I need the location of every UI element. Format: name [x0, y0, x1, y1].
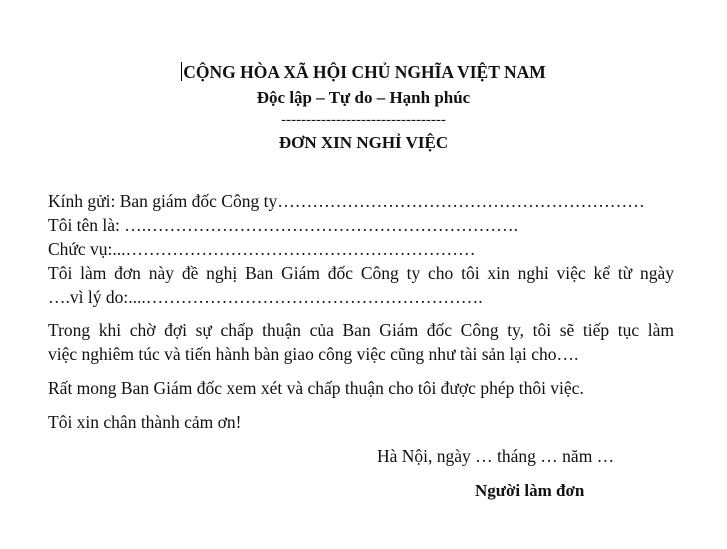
thanks-paragraph: Tôi xin chân thành cảm ơn! — [48, 412, 242, 432]
motto: Độc lập – Tự do – Hạnh phúc — [256, 88, 471, 107]
signer-label: Người làm đơn — [475, 481, 585, 500]
national-title — [0, 61, 727, 83]
addressee-line: Kính gửi: Ban giám đốc Công ty……………………………………………………… — [48, 191, 645, 211]
national-title-text: CỘNG HÒA XÃ HỘI CHỦ NGHĨA VIỆT NAM — [183, 62, 546, 82]
separator-line: --------------------------------- — [281, 112, 446, 128]
date-line: Hà Nội, ngày … tháng … năm … — [377, 446, 615, 466]
document-title: ĐƠN XIN NGHỈ VIỆC — [278, 133, 449, 152]
commitment-paragraph-line-2: việc nghiêm túc và tiến hành bàn giao công việc cũng như tài sản lại cho…. — [48, 344, 579, 364]
commitment-paragraph-line-1: Trong khi chờ đợi sự chấp thuận của Ban Giám đốc Công ty, tôi sẽ tiếp tục làm — [48, 320, 674, 340]
reason-line: ….vì lý do:....…………………………………………………. — [48, 287, 483, 307]
request-line: Tôi làm đơn này đề nghị Ban Giám đốc Công ty cho tôi xin nghỉ việc kể từ ngày — [48, 263, 674, 283]
hope-paragraph: Rất mong Ban Giám đốc xem xét và chấp thuận cho tôi được phép thôi việc. — [48, 378, 584, 398]
position-line: Chức vụ:...…………………………………………………… — [48, 239, 476, 259]
name-line: Tôi tên là: ….………………………………………………………. — [48, 215, 519, 235]
